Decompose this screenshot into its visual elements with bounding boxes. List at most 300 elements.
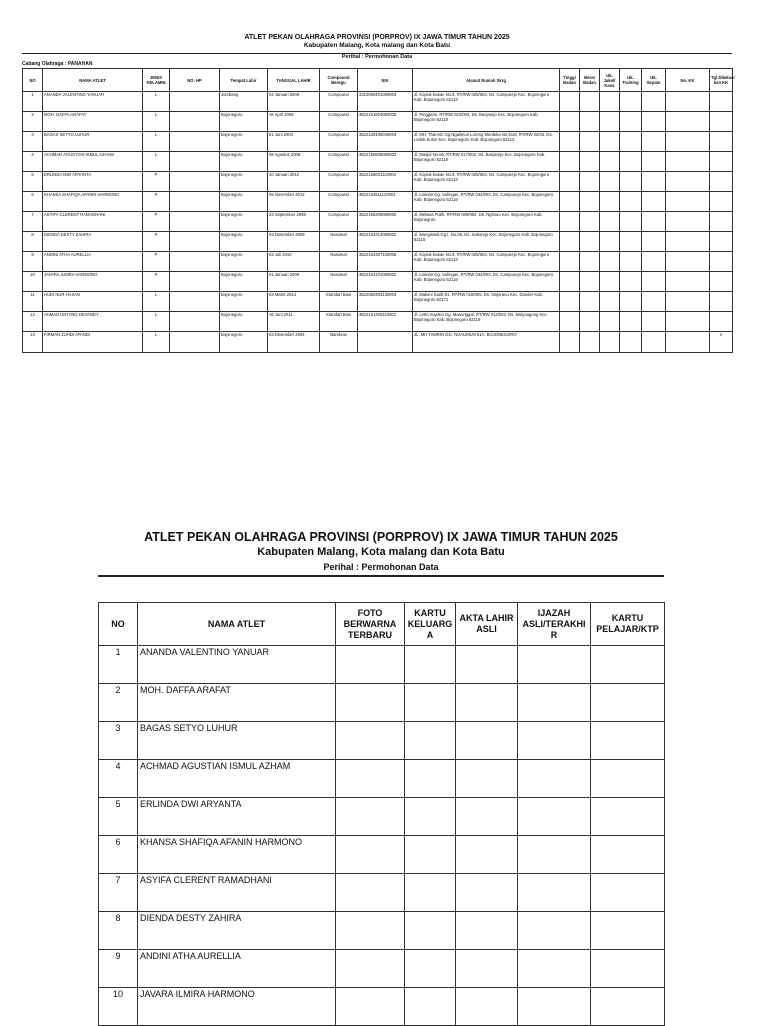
cell-tempat: Bojonegoro [220,252,268,272]
cell-ijazah [518,912,591,950]
cell-tglkk [710,192,733,212]
cell-tinggi [560,332,580,353]
table-row [99,722,665,760]
col-header-no: NO [23,69,43,92]
cell-jaket [600,232,620,252]
cell-jk: P [143,232,170,252]
cell-foto [336,760,405,798]
cell-training [620,132,642,152]
sheet1-cabang: Cabang Olahraga : PANAHAN [22,61,93,67]
cell-tempat: Bojonegoro [220,132,268,152]
cell-kartu [591,874,665,912]
cell-kk [666,252,710,272]
cell-divisi: Barebow [320,332,358,353]
cell-akta [456,950,518,988]
cell-training [620,232,642,252]
cell-nama: DIENDA DESTY ZAHIRA [138,912,336,950]
cell-nama: DIENDA DESTY ZAHIRA [43,232,143,252]
cell-hp [170,292,220,312]
cell-no: 7 [99,874,138,912]
cell-berat [580,292,600,312]
cell-tanggal: 04 Januari 2009 [268,92,320,112]
col-header-no-hp: NO. HP [170,69,220,92]
sheet1-title: ATLET PEKAN OLAHRAGA PROVINSI (PORPROV) IX JAWA TIMUR TAHUN 2025 [244,34,510,41]
table-row [23,92,733,112]
cell-divisi: Nasional [320,232,358,252]
cell-tinggi [560,272,580,292]
cell-berat [580,272,600,292]
cell-hp [170,332,220,353]
cell-tanggal: 23 September 2008 [268,212,320,232]
cell-no: 8 [23,232,43,252]
col-header-nik: NIK [358,69,413,92]
cell-foto [336,722,405,760]
cell-sepatu [642,172,666,192]
col-header-ijazah: IJAZAH ASLI/TERAKHI R [518,603,591,646]
cell-nama: ANANDA VALENTINO YANUAR [43,92,143,112]
cell-tinggi [560,132,580,152]
cell-nama: ERLINDA DWI ARYANTA [43,172,143,192]
cell-tglkk [710,232,733,252]
cell-jaket [600,292,620,312]
cell-tinggi [560,152,580,172]
cell-tglkk: V [710,332,733,353]
col-header-nama: NAMA ATLET [43,69,143,92]
table-row [99,874,665,912]
cell-nik [358,332,413,353]
table-header-row [23,69,733,92]
cell-training [620,212,642,232]
cell-alamat: Jl. Kopral Kasan No.8, RT/RW 005/004, Ds. Campurejo Kec. Bojonegoro Kab. Bojonegoro 62119 [413,252,560,272]
cell-berat [580,312,600,332]
cell-foto [336,874,405,912]
cell-divisi: Standart Bow [320,292,358,312]
col-header-sepatu: Uk. Sepatu [642,69,666,92]
cell-jaket [600,332,620,353]
cell-jaket [600,192,620,212]
cell-nik: 3522156309080002 [358,212,413,232]
cell-tanggal: 08 Agustus 2009 [268,152,320,172]
col-header-training: Uk. Training [620,69,642,92]
table-row [99,950,665,988]
cell-nik: 3522154307100005 [358,252,413,272]
cell-nama: BAGAS SETYO LUHUR [138,722,336,760]
cell-akta [456,760,518,798]
cell-kk [405,684,456,722]
cell-kk [666,132,710,152]
cell-no: 2 [23,112,43,132]
table-row [99,836,665,874]
cell-jaket [600,152,620,172]
sheet2-subtitle: Kabupaten Malang, Kota malang dan Kota Batu [257,546,505,558]
athlete-data-body [23,92,733,353]
cell-nama: MOH. DAFFA ARAFAT [138,684,336,722]
cell-divisi: Compound [320,172,358,192]
table-row [23,112,733,132]
cell-tglkk [710,92,733,112]
cell-ijazah [518,874,591,912]
cell-nik: 3522060303130003 [358,292,413,312]
cell-jk: P [143,272,170,292]
cell-kk [405,836,456,874]
cell-no: 12 [23,312,43,332]
table-row [23,332,733,353]
cell-tglkk [710,292,733,312]
cell-tempat: Bojonegoro [220,332,268,353]
cell-hp [170,232,220,252]
cell-no: 9 [23,252,43,272]
cell-tempat: Bojonegoro [220,292,268,312]
cell-divisi: Standart Bow [320,312,358,332]
document-checklist-table [98,602,665,1026]
cell-divisi: Compound [320,152,358,172]
cell-tglkk [710,152,733,172]
cell-kk [405,760,456,798]
cell-ijazah [518,836,591,874]
cell-tinggi [560,232,580,252]
cell-alamat: Jl. Kopral Kasan No.5, RT/RW 005/004, Ds. Campurejo Kec. Bojonegoro Kab. Bojonegoro 62119 [413,92,560,112]
cell-tglkk [710,252,733,272]
col-header-jaket: Uk. Jaket/ Kaos [600,69,620,92]
cell-tinggi [560,252,580,272]
cell-sepatu [642,312,666,332]
table-row [99,798,665,836]
cell-hp [170,92,220,112]
cell-alamat: Jl. Melwas Putih, RT/RW 009/002, Ds. Ngrowo Kec. Bojonegoro Kab. Bojonegoro [413,212,560,232]
cell-jk: L [143,132,170,152]
cell-foto [336,912,405,950]
cell-no: 9 [99,950,138,988]
cell-ijazah [518,950,591,988]
cell-tanggal: 03 Desember 2004 [268,332,320,353]
cell-kartu [591,950,665,988]
table-row [99,760,665,798]
cell-berat [580,92,600,112]
cell-no: 5 [23,172,43,192]
cell-tinggi [560,172,580,192]
cell-jaket [600,312,620,332]
cell-alamat: Jl. Masjid No.06, RT/RW 017/003, Ds. Banjarejo Kec. Bojonegoro Kab. Bojonegoro 62118 [413,152,560,172]
cell-sepatu [642,92,666,112]
col-header-tinggi: Tinggi Badan [560,69,580,92]
cell-sepatu [642,332,666,353]
cell-tempat: Bojonegoro [220,272,268,292]
col-header-foto: FOTO BERWARNA TERBARU [336,603,405,646]
cell-alamat: Jl. MH. Thamrin Gg.Ngalimun Lorong Merdeka No.51M, RT/RW 02/03, Ds. Ledok Kulon Kec. Bojonegoro Kab. Bojonegoro 62112 [413,132,560,152]
cell-no: 6 [23,192,43,212]
cell-nik: 3522151604060005 [358,112,413,132]
cell-no: 11 [23,292,43,312]
cell-training [620,92,642,112]
cell-kk [666,92,710,112]
sheet1-subtitle: Kabupaten Malang, Kota malang dan Kota Batu [303,42,451,49]
athlete-data-table [22,68,733,353]
cell-akta [456,722,518,760]
cell-no: 10 [99,988,138,1026]
col-header-kartu-keluarga: KARTU KELUARG A [405,603,456,646]
cell-tanggal: 01 Januari 2009 [268,272,320,292]
cell-nama: HUDI NUR HASAN [43,292,143,312]
cell-sepatu [642,212,666,232]
cell-sepatu [642,152,666,172]
cell-kk [405,722,456,760]
cell-alamat: Jl. Liaman Gg. Sulingan, RT/RW 034/003, Ds. Campurejo Kec. Bojonegoro Kab. Bojonegoro 62119 [413,272,560,292]
cell-kartu [591,798,665,836]
cell-hp [170,112,220,132]
cell-kk [666,152,710,172]
cell-training [620,312,642,332]
cell-tempat: Bojonegoro [220,112,268,132]
cell-akta [456,798,518,836]
cell-tglkk [710,272,733,292]
sheet2-title: ATLET PEKAN OLAHRAGA PROVINSI (PORPROV) IX JAWA TIMUR TAHUN 2025 [144,530,618,544]
cell-jaket [600,212,620,232]
cell-kk [666,172,710,192]
table-row [23,292,733,312]
table-row [23,192,733,212]
cell-jk: P [143,252,170,272]
cell-nik: 3522154101090002 [358,272,413,292]
cell-tempat: Bojonegoro [220,212,268,232]
cell-nama: ASYIFA CLERENT RAMADHANI [43,212,143,232]
cell-berat [580,132,600,152]
table-row [23,252,733,272]
cell-tempat: Bojonegoro [220,172,268,192]
cell-tempat: Bojonegoro [220,192,268,212]
table-header-row [99,603,665,646]
cell-no: 3 [23,132,43,152]
cell-nama: MOH. DAFFA ARAFAT [43,112,143,132]
cell-jk: L [143,112,170,132]
cell-berat [580,232,600,252]
cell-hp [170,312,220,332]
cell-hp [170,252,220,272]
cell-kk [405,950,456,988]
cell-tanggal: 01 Juni 2004 [268,132,320,152]
cell-divisi: Nasional [320,252,358,272]
cell-foto [336,988,405,1026]
cell-nama: KHANSA SHAFIQA AFANIN HARMONO [138,836,336,874]
cell-tinggi [560,92,580,112]
cell-nama: FIRMAN ZUHDI AFANDI [43,332,143,353]
cell-no: 6 [99,836,138,874]
cell-foto [336,798,405,836]
col-header-tanggal-lahir: TANGGAL LAHIR [268,69,320,92]
cell-nama: ACHMAD AGUSTIAN ISMUL AZHAM [138,760,336,798]
cell-no: 1 [23,92,43,112]
cell-akta [456,912,518,950]
cell-nama: JAVARA ILMIRA HARMONO [138,988,336,1026]
table-row [99,912,665,950]
table-row [23,152,733,172]
cell-alamat: Jl. Munginsidi Gg.I, No.06, Ds. Sukorejo Kec. Bojonegoro Kab. Bojonegoro 62115 [413,232,560,252]
cell-training [620,112,642,132]
cell-nama: ASYIFA CLERENT RAMADHANI [138,874,336,912]
cell-training [620,252,642,272]
sheet2-perihal: Perihal : Permohonan Data [323,562,439,572]
cell-alamat: Jl. Kopral Kasan No.8, RT/RW 005/004, Ds. Campurejo Kec. Bojonegoro Kab. Bojonegoro 62119 [413,172,560,192]
sheet2-divider [98,575,664,577]
cell-divisi: Compound [320,92,358,112]
cell-ijazah [518,798,591,836]
col-header-no: NO [99,603,138,646]
cell-no: 4 [23,152,43,172]
cell-alamat: Jl. Liaman Gg. Sulingan, RT/RW 034/003, Ds. Campurejo Kec. Bojonegoro Kab. Bojonegoro 62119 [413,192,560,212]
cell-jaket [600,132,620,152]
cell-no: 10 [23,272,43,292]
cell-akta [456,646,518,684]
cell-jk: P [143,212,170,232]
cell-divisi: Compound [320,212,358,232]
cell-training [620,332,642,353]
cell-nama: ANDINI ATHA AURELLIA [138,950,336,988]
cell-tinggi [560,112,580,132]
cell-tanggal: 16 April 2006 [268,112,320,132]
cell-foto [336,684,405,722]
cell-kk [405,874,456,912]
cell-tanggal: 16 Juni 2011 [268,312,320,332]
table-row [99,988,665,1026]
cell-akta [456,874,518,912]
cell-tinggi [560,192,580,212]
cell-alamat: Jl. Pinggiran, RT/RW 023/003, Ds. Banjarejo Kec. Bojonegoro Kab. Bojonegoro 62118 [413,112,560,132]
cell-no: 7 [23,212,43,232]
cell-nama: ANDINI ATHA AURELLIA [43,252,143,272]
cell-tinggi [560,292,580,312]
cell-berat [580,152,600,172]
cell-kk [666,112,710,132]
cell-kk [666,272,710,292]
cell-jaket [600,272,620,292]
cell-kartu [591,912,665,950]
cell-foto [336,646,405,684]
cell-kartu [591,722,665,760]
cell-kk [666,332,710,353]
cell-tanggal: 05 November 2012 [268,192,320,212]
col-header-nama: NAMA ATLET [138,603,336,646]
cell-nama: KHANSA SHAFIQA AFANIN HARMONO [43,192,143,212]
document-checklist-body [99,646,665,1026]
cell-tinggi [560,212,580,232]
cell-berat [580,212,600,232]
cell-sepatu [642,192,666,212]
cell-kk [405,988,456,1026]
cell-sepatu [642,292,666,312]
cell-ijazah [518,988,591,1026]
cell-nama: ANANDA VALENTINO YANUAR [138,646,336,684]
table-row [23,172,733,192]
cell-training [620,192,642,212]
cell-kartu [591,646,665,684]
cell-no: 5 [99,798,138,836]
cell-kartu [591,988,665,1026]
cell-nama: JAVARA ILMIRA HARMONO [43,272,143,292]
cell-tglkk [710,312,733,332]
cell-jk: L [143,312,170,332]
table-row [23,212,733,232]
cell-jk: L [143,332,170,353]
table-row [23,272,733,292]
col-header-divisi: Compound Beregu [320,69,358,92]
cell-nik: 3522164312090002 [358,232,413,252]
cell-tglkk [710,172,733,192]
col-header-alamat: Alamat Rumah Skrg [413,69,560,92]
cell-no: 4 [99,760,138,798]
cell-no: 8 [99,912,138,950]
cell-tglkk [710,132,733,152]
cell-kk [666,292,710,312]
table-row [99,684,665,722]
cell-nik: 3522130106040004 [358,132,413,152]
cell-ijazah [518,684,591,722]
cell-sepatu [642,232,666,252]
cell-hp [170,152,220,172]
cell-tglkk [710,112,733,132]
table-row [23,232,733,252]
cell-sepatu [642,132,666,152]
cell-foto [336,950,405,988]
cell-training [620,272,642,292]
cell-hp [170,272,220,292]
cell-hp [170,192,220,212]
cell-nama: AHMAD UNTANG DEVANDY [43,312,143,332]
cell-jk: P [143,192,170,212]
cell-foto [336,836,405,874]
cell-berat [580,192,600,212]
cell-akta [456,684,518,722]
cell-akta [456,988,518,1026]
cell-jk: L [143,292,170,312]
cell-sepatu [642,252,666,272]
cell-divisi: Nasional [320,272,358,292]
cell-no: 3 [99,722,138,760]
cell-tempat: Bojonegoro [220,312,268,332]
cell-sepatu [642,112,666,132]
cell-tanggal: 03 Juli 2010 [268,252,320,272]
cell-training [620,292,642,312]
cell-jk: L [143,92,170,112]
cell-jk: L [143,152,170,172]
cell-divisi: Compound [320,192,358,212]
cell-no: 1 [99,646,138,684]
cell-berat [580,252,600,272]
cell-nama: BAGAS SETYO LUHUR [43,132,143,152]
cell-sepatu [642,272,666,292]
cell-kk [666,312,710,332]
cell-ijazah [518,760,591,798]
table-row [23,312,733,332]
col-header-kartu-pelajar: KARTU PELAJAR/KTP [591,603,665,646]
cell-hp [170,172,220,192]
cell-jaket [600,92,620,112]
cell-tanggal: 03 Desember 2009 [268,232,320,252]
cell-no: 13 [23,332,43,353]
table-row [23,132,733,152]
cell-tempat: Jombang [220,92,268,112]
cell-training [620,152,642,172]
cell-alamat: Jl. Malioni Sarilt-01, RT/RW 018/005, Ds. Mojoranu Kec. Dander Kab. Bojonegoro 62171 [413,292,560,312]
cell-jk: P [143,172,170,192]
cell-kk [666,192,710,212]
cell-alamat: JL. MH TAMRIN GG. NGAUMUN 51A, BOJONEGORO [413,332,560,353]
cell-tanggal: 03 Maret 2013 [268,292,320,312]
cell-kartu [591,684,665,722]
cell-nik: 3522155001120004 [358,172,413,192]
cell-tempat: Bojonegoro [220,232,268,252]
cell-ijazah [518,646,591,684]
cell-tglkk [710,212,733,232]
cell-nik: 3522154511120001 [358,192,413,212]
